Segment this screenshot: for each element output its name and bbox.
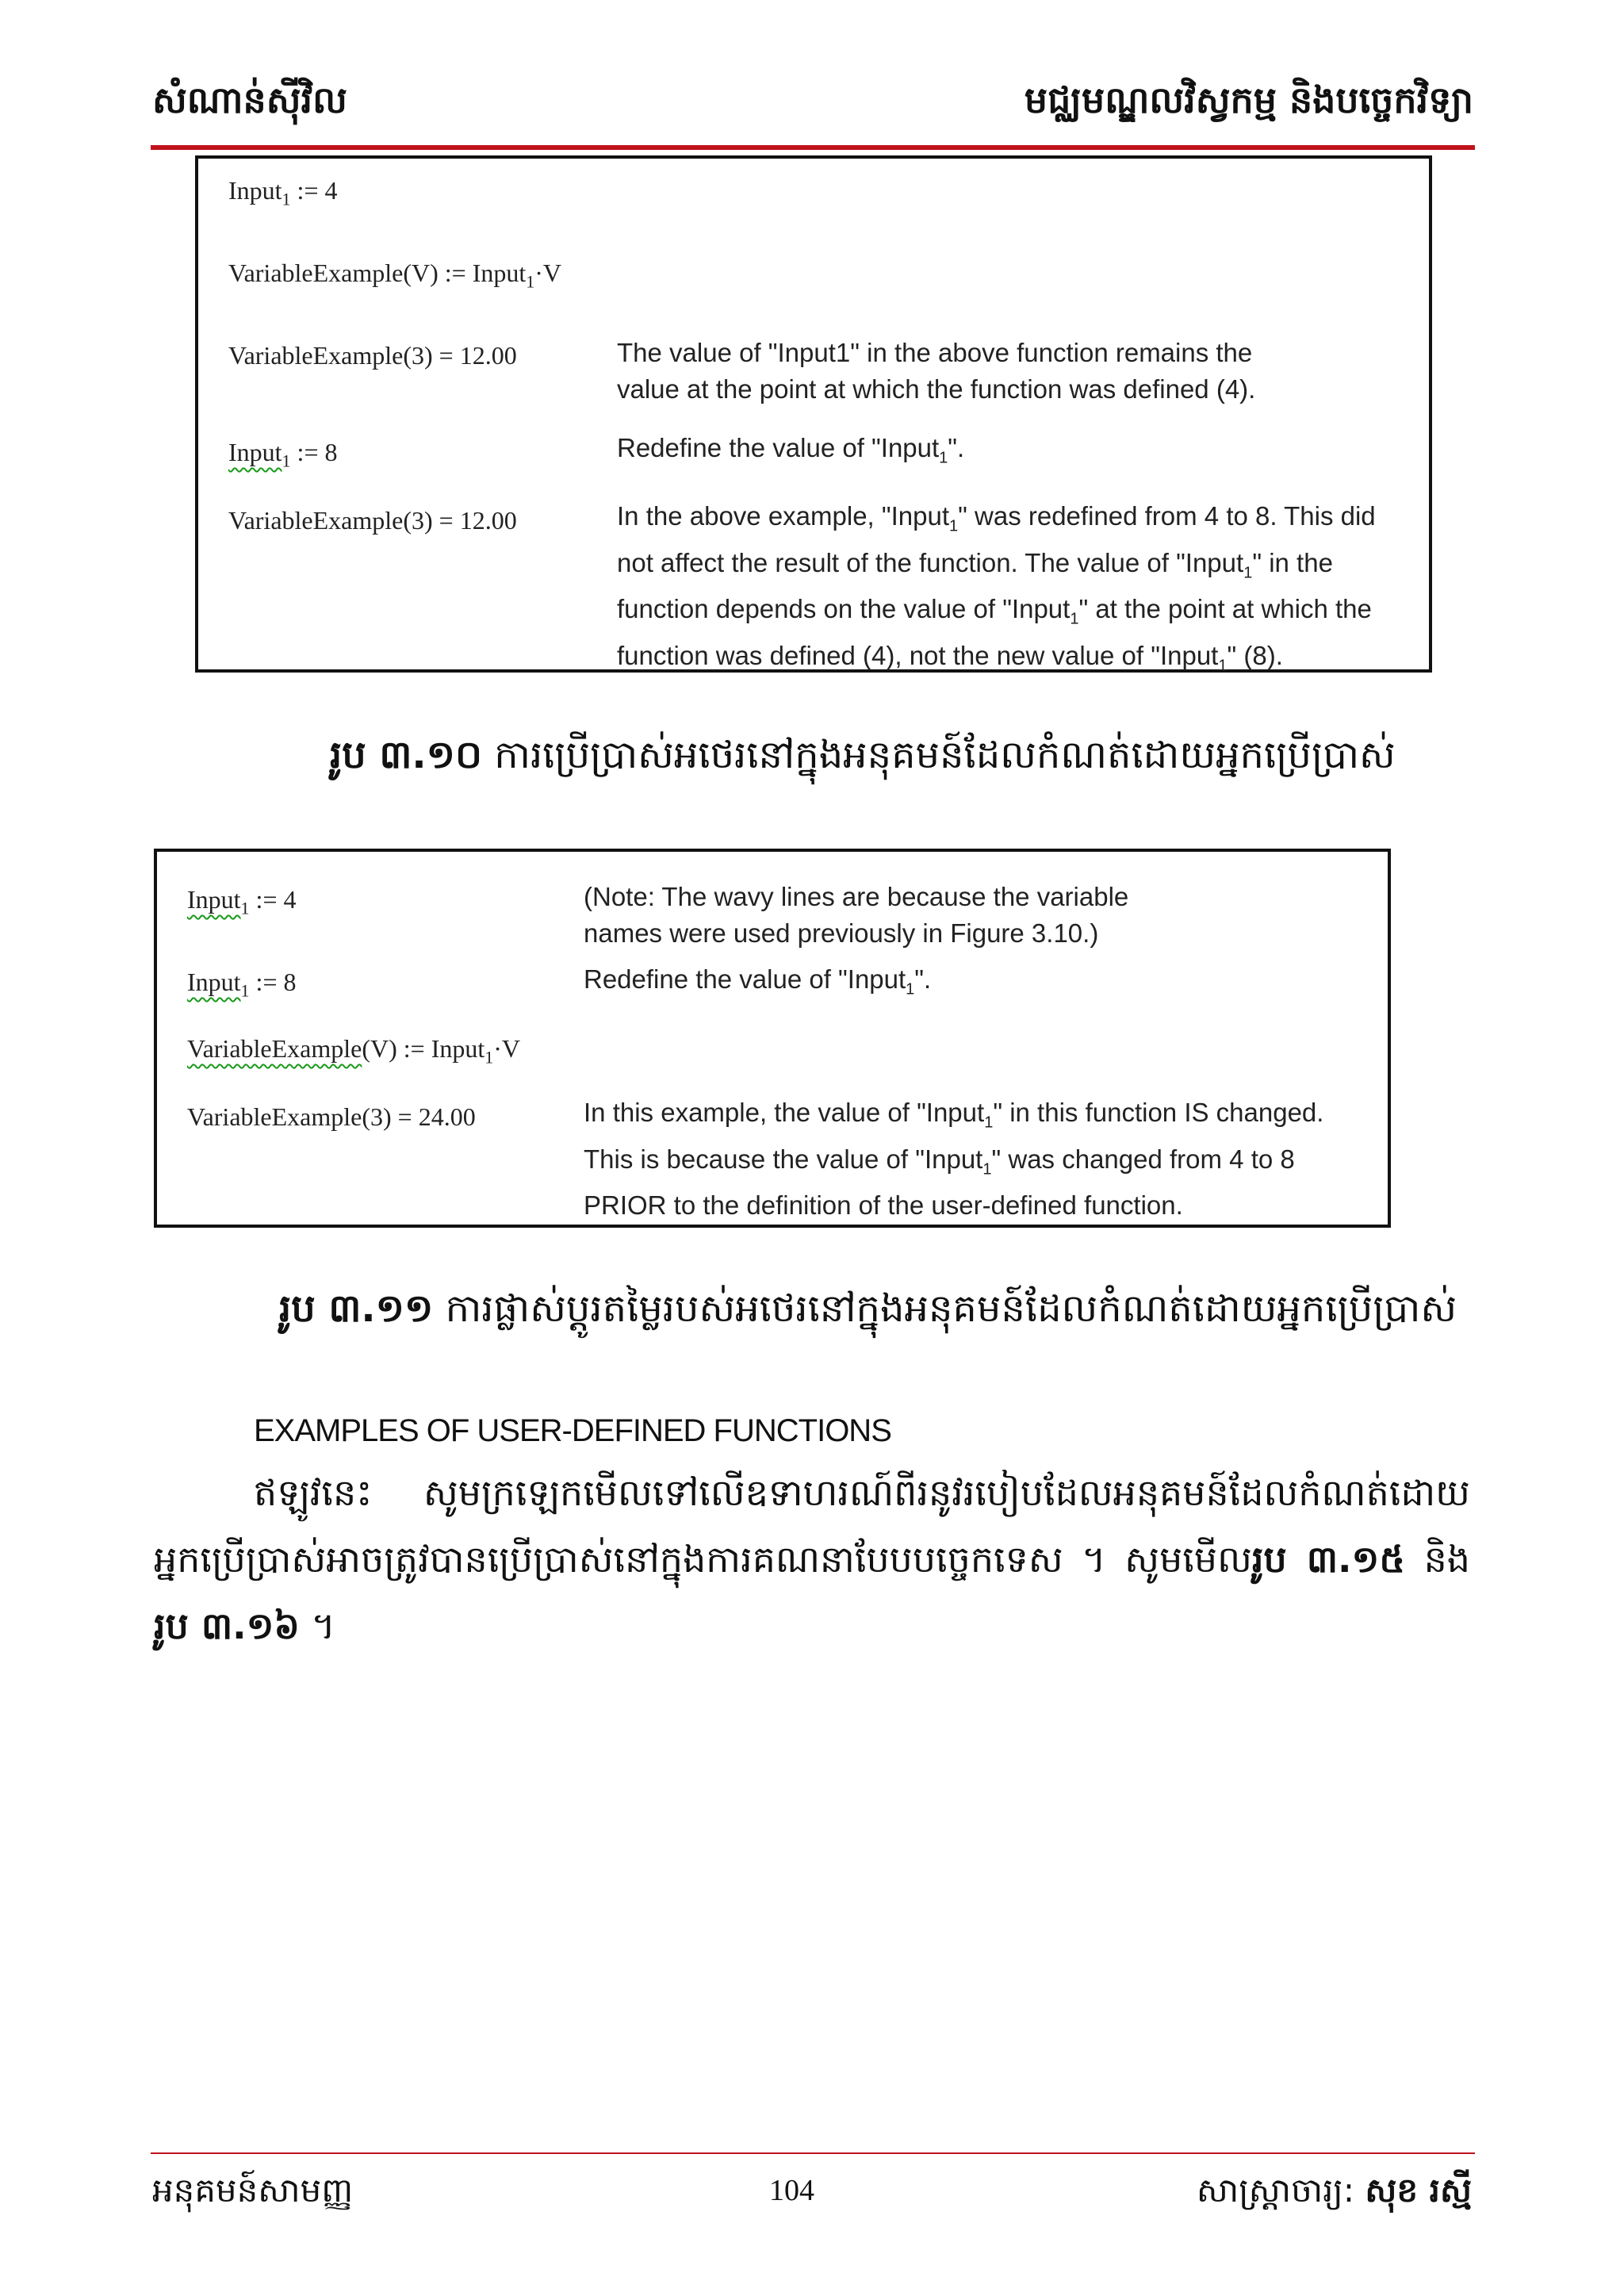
footer-left: អនុគមន៍សាមញ្ញ xyxy=(152,2171,354,2210)
figure-ref-3-16: រូប ៣.១៦ xyxy=(154,1604,300,1647)
header-left: សំណាន់ស៊ីវិល xyxy=(152,79,347,121)
header-right: មជ្ឈមណ្ឌលវិស្វកម្ម និងបច្ចេកវិទ្យា xyxy=(1024,79,1473,121)
footer-right: សាស្ត្រាចារ្យ: សុខ រស្មី xyxy=(1196,2171,1472,2210)
section-heading: EXAMPLES OF USER-DEFINED FUNCTIONS xyxy=(254,1413,891,1448)
figure-ref-3-15: រូប ៣.១៥ xyxy=(1251,1538,1405,1581)
fig2-note-2: Redefine the value of "Input$_1$". xyxy=(584,964,932,999)
header-rule xyxy=(151,145,1475,150)
figure-3-11 xyxy=(154,849,1391,1228)
fig2-line-input-4: Input$_1$ := 4 xyxy=(187,885,297,918)
fig1-line-input-8: Input$_1$ := 8 xyxy=(228,438,338,471)
fig1-line-eval-1: VariableExample(3) = 12.00 xyxy=(228,341,517,370)
caption-figure-3-10: រូប ៣.១០ ការប្រើប្រាស់អថេរនៅក្នុងអនុគមន៍ដែលកំណត់ដោយអ្នកប្រើប្រាស់ xyxy=(330,733,1396,777)
fig1-note-1: The value of "Input1" in the above function remains the value at the point at which the function was defined (4). xyxy=(617,338,1256,404)
fig2-note-3: In this example, the value of "Input$_1$" in this function IS changed. This is because the value of "Input$_1$" was changed from 4 to 8 PRIOR to the definition of the user-defined function. xyxy=(584,1098,1324,1221)
fig1-line-function-def: VariableExample(V) := Input$_1$·V xyxy=(228,259,562,292)
section-paragraph: ឥឡូវនេះ សូមក្រឡេកមើលទៅលើឧទាហរណ៍ពីរនូវរបៀបដែលអនុគមន៍ដែលកំណត់ដោយអ្នកប្រើប្រាស់អាចត្រូវបានប្រើប្រាស់នៅក្នុងការគណនាបែបបច្ចេកទេស ។ សូមមើលរូប ៣.១៥ និង រូប ៣.១៦ ។ xyxy=(154,1471,1470,1647)
fig1-line-eval-2: VariableExample(3) = 12.00 xyxy=(228,506,517,535)
fig2-line-eval: VariableExample(3) = 24.00 xyxy=(187,1102,476,1131)
fig2-note-1: (Note: The wavy lines are because the variable names were used previously in Figure 3.10.) xyxy=(584,882,1129,948)
footer-rule xyxy=(151,2152,1475,2154)
page-number: 104 xyxy=(769,2174,814,2207)
caption-figure-3-11: រូប ៣.១១ ការផ្លាស់ប្តូរតម្លៃរបស់អថេរនៅក្នុងអនុគមន៍ដែលកំណត់ដោយអ្នកប្រើប្រាស់ xyxy=(279,1286,1457,1331)
figure-3-10 xyxy=(195,155,1432,673)
fig2-line-input-8: Input$_1$ := 8 xyxy=(187,968,297,1001)
fig1-note-2: Redefine the value of "Input$_1$". xyxy=(617,433,965,467)
fig1-line-input-4: Input$_1$ := 4 xyxy=(228,176,338,209)
fig1-note-3: In the above example, "Input$_1$" was redefined from 4 to 8. This did not affect the result of the function. The value of "Input$_1$" in the function depends on the value of "Input$_1$" at the point at which the function was defined (4), not the new value of "Input$_1$" (8). xyxy=(617,501,1376,675)
fig2-line-function-def: VariableExample(V) := Input$_1$·V xyxy=(187,1034,521,1068)
